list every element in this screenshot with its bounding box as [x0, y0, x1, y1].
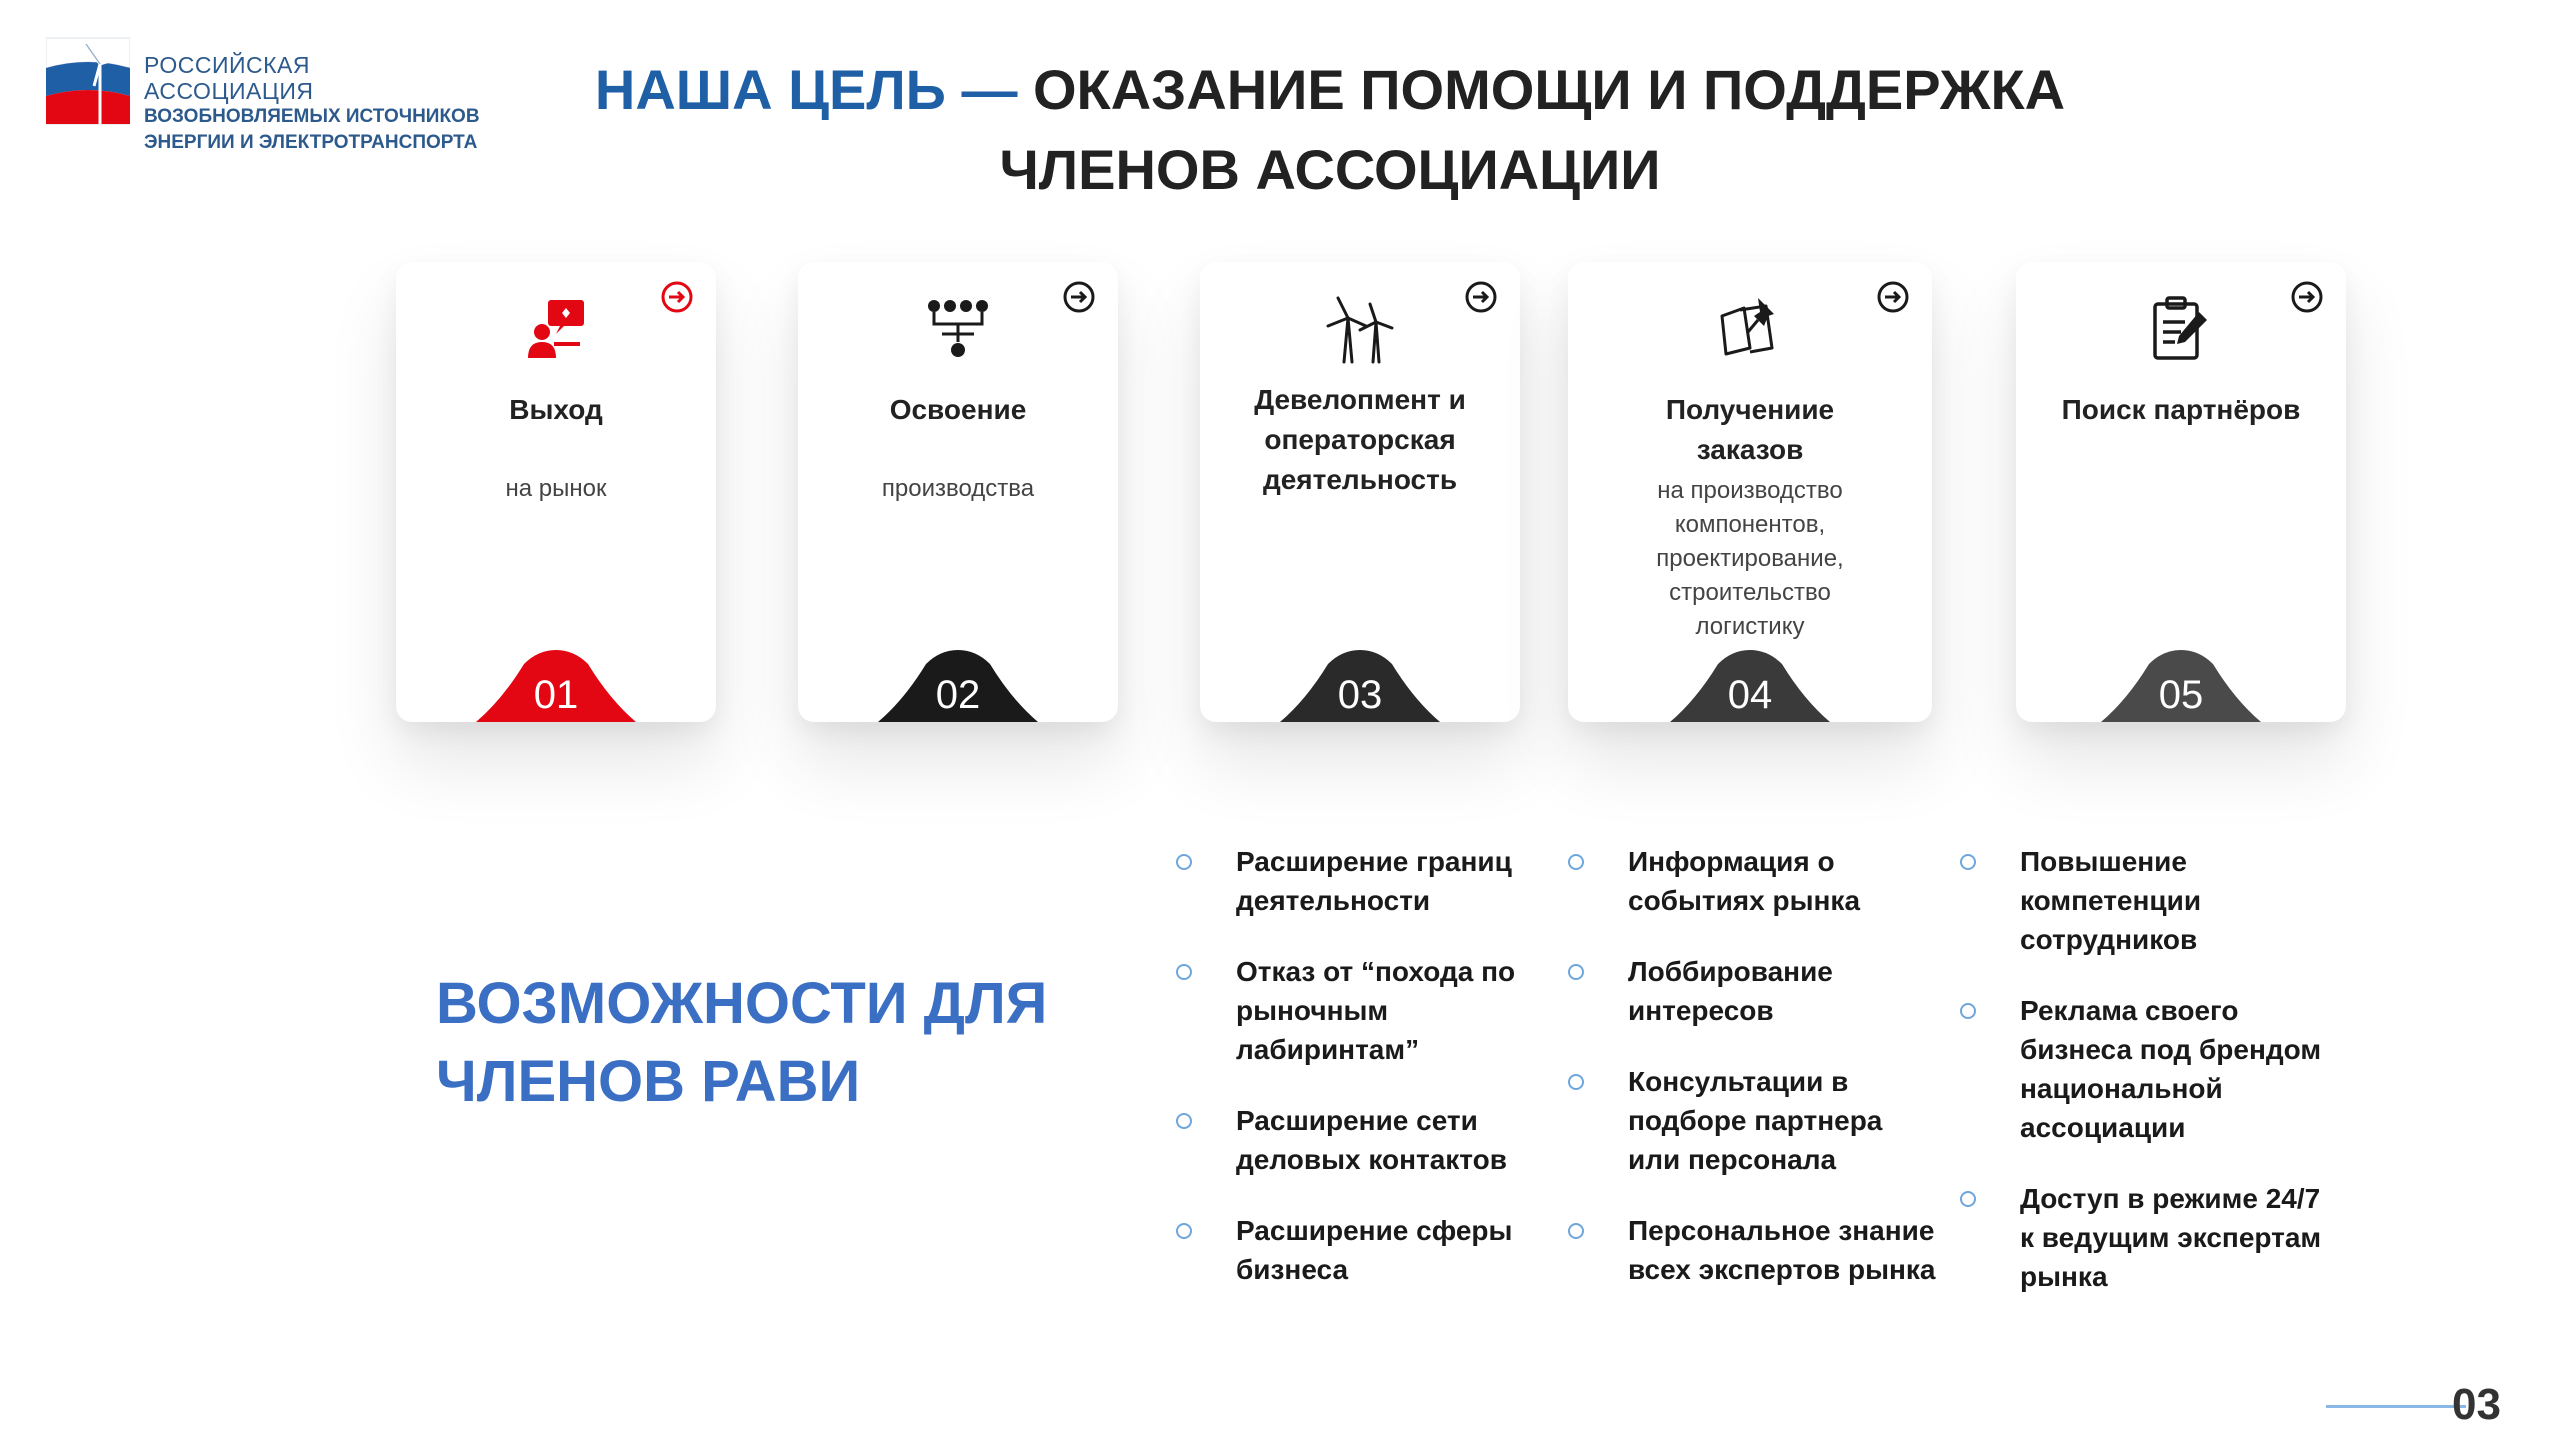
clipboard-edit-icon	[2145, 292, 2217, 364]
hierarchy-icon	[922, 292, 994, 364]
wind-turbine-icon	[1324, 292, 1396, 364]
bullet-icon	[1960, 1003, 1976, 1019]
list-item-text: Лоббирование интересов	[1628, 956, 1833, 1026]
benefits-column-3	[1960, 842, 2330, 1328]
association-logo	[46, 30, 486, 153]
list-item	[1568, 952, 1938, 1030]
bullet-icon	[1960, 854, 1976, 870]
list-item-text: Доступ в режиме 24/7 к ведущим экспертам рынка	[2020, 1183, 2322, 1292]
card-title: Освоение	[889, 394, 1027, 425]
list-item	[1568, 842, 1938, 920]
opportunities-heading	[436, 965, 1047, 1121]
list-item	[1176, 952, 1546, 1069]
list-item	[1176, 1101, 1546, 1179]
logo-line-2: ВОЗОБНОВЛЯЕМЫХ ИСТОЧНИКОВ	[144, 106, 480, 127]
bullet-icon	[1176, 964, 1192, 980]
bullet-icon	[1176, 854, 1192, 870]
list-item	[1568, 1211, 1938, 1289]
card-partners[interactable]	[2016, 262, 2346, 722]
title-accent: НАША ЦЕЛЬ —	[594, 58, 1018, 121]
list-item-text: Расширение сферы бизнеса	[1236, 1215, 1513, 1285]
list-item	[1568, 1062, 1938, 1179]
documents-pin-icon	[1714, 292, 1786, 364]
card-production[interactable]	[798, 262, 1118, 722]
list-item	[1960, 1179, 2330, 1296]
bullet-icon	[1960, 1191, 1976, 1207]
opportunities-heading-line-2: ЧЛЕНОВ РАВИ	[436, 1049, 861, 1114]
page-number-line	[2326, 1405, 2466, 1408]
logo-line-1: РОССИЙСКАЯ АССОЦИАЦИЯ	[144, 52, 314, 104]
card-number: 01	[533, 673, 579, 717]
list-item-text: Отказ от “похода по рыночным лабиринтам”	[1236, 956, 1516, 1065]
list-item-text: Расширение границ деятельности	[1236, 846, 1512, 916]
arrow-right-circle-icon[interactable]	[1464, 280, 1498, 314]
card-title: Девелопмент и операторская деятельность	[1254, 384, 1466, 495]
list-item	[1960, 842, 2330, 959]
logo-line-3: ЭНЕРГИИ И ЭЛЕКТРОТРАНСПОРТА	[144, 132, 478, 153]
list-item	[1960, 991, 2330, 1147]
card-title: Получениие заказов	[1665, 394, 1835, 465]
benefits-column-1	[1176, 842, 1546, 1321]
list-item	[1176, 842, 1546, 920]
list-item-text: Повышение компетенции сотрудников	[2020, 846, 2202, 955]
bullet-icon	[1176, 1113, 1192, 1129]
card-title: Поиск партнёров	[2061, 394, 2301, 425]
card-market-entry[interactable]	[396, 262, 716, 722]
presentation-icon	[520, 292, 592, 364]
arrow-right-circle-icon[interactable]	[660, 280, 694, 314]
card-subtitle: производства	[881, 475, 1035, 502]
list-item-text: Расширение сети деловых контактов	[1236, 1105, 1507, 1175]
bullet-icon	[1568, 1223, 1584, 1239]
bullet-icon	[1176, 1223, 1192, 1239]
flag-wind-turbine-logo-icon	[46, 34, 130, 128]
bullet-icon	[1568, 964, 1584, 980]
bullet-icon	[1568, 1074, 1584, 1090]
page-number: 03	[2452, 1380, 2501, 1429]
slide-title	[540, 50, 2120, 210]
opportunities-heading-line-1: ВОЗМОЖНОСТИ ДЛЯ	[436, 971, 1048, 1036]
arrow-right-circle-icon[interactable]	[1876, 280, 1910, 314]
card-subtitle: на производство компонентов, проектирование, строительство логистику	[1656, 477, 1844, 640]
card-number: 05	[2158, 673, 2204, 717]
logo-text	[144, 52, 486, 156]
list-item-text: Реклама своего бизнеса под брендом национальной ассоциации	[2020, 995, 2322, 1143]
card-title: Выход	[509, 394, 603, 425]
card-orders[interactable]	[1568, 262, 1932, 722]
card-number: 03	[1337, 673, 1383, 717]
bullet-icon	[1568, 854, 1584, 870]
arrow-right-circle-icon[interactable]	[1062, 280, 1096, 314]
list-item-text: Персональное знание всех экспертов рынка	[1628, 1215, 1936, 1285]
card-development[interactable]	[1200, 262, 1520, 722]
title-rest: ОКАЗАНИЕ ПОМОЩИ И ПОДДЕРЖКА	[1017, 58, 2066, 121]
title-line-2: ЧЛЕНОВ АССОЦИАЦИИ	[999, 138, 1661, 201]
card-number: 04	[1727, 673, 1773, 717]
card-number: 02	[935, 673, 981, 717]
card-subtitle: на рынок	[505, 475, 607, 502]
benefits-column-2	[1568, 842, 1938, 1321]
list-item-text: Консультации в подборе партнера или персонала	[1628, 1066, 1883, 1175]
list-item-text: Информация о событиях рынка	[1628, 846, 1861, 916]
arrow-right-circle-icon[interactable]	[2290, 280, 2324, 314]
list-item	[1176, 1211, 1546, 1289]
